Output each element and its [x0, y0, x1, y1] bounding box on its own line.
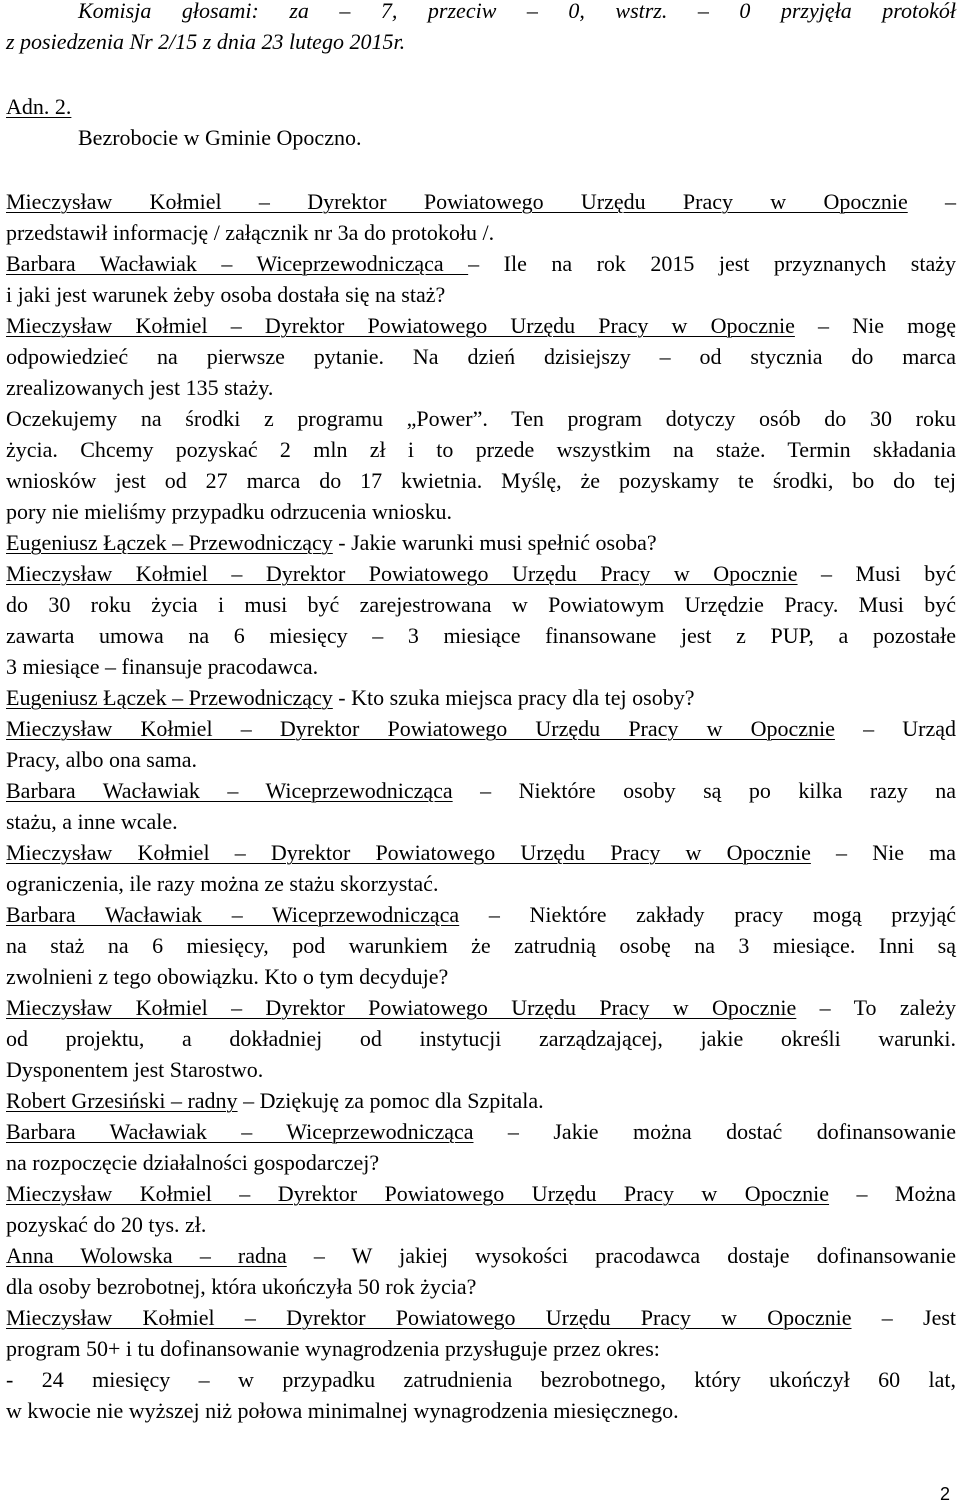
protocol-approval	[6, 0, 956, 57]
text-line: zrealizowanych jest 135 staży.	[6, 375, 274, 400]
page-number: 2	[939, 1484, 950, 1504]
text-line: dla osoby bezrobotnej, która ukończyła 50 rok życia?	[6, 1274, 477, 1299]
speaker-line: Barbara Wacławiak – Wiceprzewodnicząca – Niektóre osoby są po kilka razy na	[6, 778, 956, 803]
text-line: ograniczenia, ile razy można ze stażu skorzystać.	[6, 871, 439, 896]
text-line: na rozpoczęcie działalności gospodarczej?	[6, 1150, 380, 1175]
text-line: wniosków jest od 27 marca do 17 kwietnia. Myślę, że pozyskamy te środki, bo do tej	[6, 468, 956, 493]
speaker-line: Robert Grzesiński – radny – Dziękuję za pomoc dla Szpitala.	[6, 1088, 544, 1113]
text-line: stażu, a inne wcale.	[6, 809, 178, 834]
text-line: program 50+ i tu dofinansowanie wynagrodzenia przysługuje przez okres:	[6, 1336, 660, 1361]
speaker-line: Barbara Wacławiak – Wiceprzewodnicząca – Ile na rok 2015 jest przyznanych staży	[6, 251, 956, 276]
speaker-line: Eugeniusz Łączek – Przewodniczący - Kto szuka miejsca pracy dla tej osoby?	[6, 685, 695, 710]
text-line: pozyskać do 20 tys. zł.	[6, 1212, 207, 1237]
text-line: 3 miesiące – finansuje pracodawca.	[6, 654, 319, 679]
speaker-line: Mieczysław Kołmiel – Dyrektor Powiatowego Urzędu Pracy w Opocznie – To zależy	[6, 995, 957, 1020]
text-line: i jaki jest warunek żeby osoba dostała się na staż?	[6, 282, 446, 307]
text-line: od projektu, a dokładniej od instytucji zarządzającej, jakie określi warunki.	[6, 1026, 956, 1051]
speaker-line: Eugeniusz Łączek – Przewodniczący - Jakie warunki musi spełnić osoba?	[6, 530, 657, 555]
speaker-line: Mieczysław Kołmiel – Dyrektor Powiatowego Urzędu Pracy w Opocznie –	[6, 189, 957, 214]
speaker-line: Mieczysław Kołmiel – Dyrektor Powiatowego Urzędu Pracy w Opocznie – Musi być	[6, 561, 957, 586]
text-line: życia. Chcemy pozyskać 2 mln zł i to przede wszystkim na staże. Termin składania	[6, 437, 956, 462]
text-line: Dysponentem jest Starostwo.	[6, 1057, 264, 1082]
text-line: przedstawił informację / załącznik nr 3a do protokołu /.	[6, 220, 495, 245]
text-line: do 30 roku życia i musi być zarejestrowana w Powiatowym Urzędzie Pracy. Musi być	[6, 592, 956, 617]
text-line: zawarta umowa na 6 miesięcy – 3 miesiące finansowane jest z PUP, a pozostałe	[6, 623, 956, 648]
agenda-item-title: Bezrobocie w Gminie Opoczno.	[78, 125, 362, 150]
speaker-line: Mieczysław Kołmiel – Dyrektor Powiatowego Urzędu Pracy w Opocznie – Można	[6, 1181, 957, 1206]
text-line: - 24 miesięcy – w przypadku zatrudnienia bezrobotnego, który ukończył 60 lat,	[6, 1367, 956, 1392]
text-line: zwolnieni z tego obowiązku. Kto o tym decyduje?	[6, 964, 449, 989]
speaker-line: Mieczysław Kołmiel – Dyrektor Powiatowego Urzędu Pracy w Opocznie – Jest	[6, 1305, 957, 1330]
approval-line-1: Komisja głosami: za – 7, przeciw – 0, wstrz. – 0 przyjęła protokół	[78, 0, 956, 23]
speaker-line: Mieczysław Kołmiel – Dyrektor Powiatowego Urzędu Pracy w Opocznie – Urząd	[6, 716, 956, 741]
speaker-line: Anna Wolowska – radna – W jakiej wysokości pracodawca dostaje dofinansowanie	[6, 1243, 956, 1268]
approval-line-2: z posiedzenia Nr 2/15 z dnia 23 lutego 2015r.	[6, 29, 406, 54]
text-line: odpowiedzieć na pierwsze pytanie. Na dzień dzisiejszy – od stycznia do marca	[6, 344, 956, 369]
speaker-line: Barbara Wacławiak – Wiceprzewodnicząca – Niektóre zakłady pracy mogą przyjąć	[6, 902, 956, 927]
text-line: w kwocie nie wyższej niż połowa minimalnej wynagrodzenia miesięcznego.	[6, 1398, 679, 1423]
text-line: Oczekujemy na środki z programu „Power”. Ten program dotyczy osób do 30 roku	[6, 406, 956, 431]
speaker-line: Mieczysław Kołmiel – Dyrektor Powiatowego Urzędu Pracy w Opocznie – Nie ma	[6, 840, 956, 865]
text-line: Pracy, albo ona sama.	[6, 747, 198, 772]
agenda-item-heading	[6, 91, 956, 153]
speaker-line: Mieczysław Kołmiel – Dyrektor Powiatowego Urzędu Pracy w Opocznie – Nie mogę	[6, 313, 956, 338]
text-line: na staż na 6 miesięcy, pod warunkiem że zatrudnią osobę na 3 miesiące. Inni są	[6, 933, 956, 958]
agenda-item-number: Adn. 2.	[6, 94, 72, 119]
speaker-line: Barbara Wacławiak – Wiceprzewodnicząca – Jakie można dostać dofinansowanie	[6, 1119, 956, 1144]
discussion-body	[6, 186, 956, 1426]
text-line: pory nie mieliśmy przypadku odrzucenia wniosku.	[6, 499, 453, 524]
